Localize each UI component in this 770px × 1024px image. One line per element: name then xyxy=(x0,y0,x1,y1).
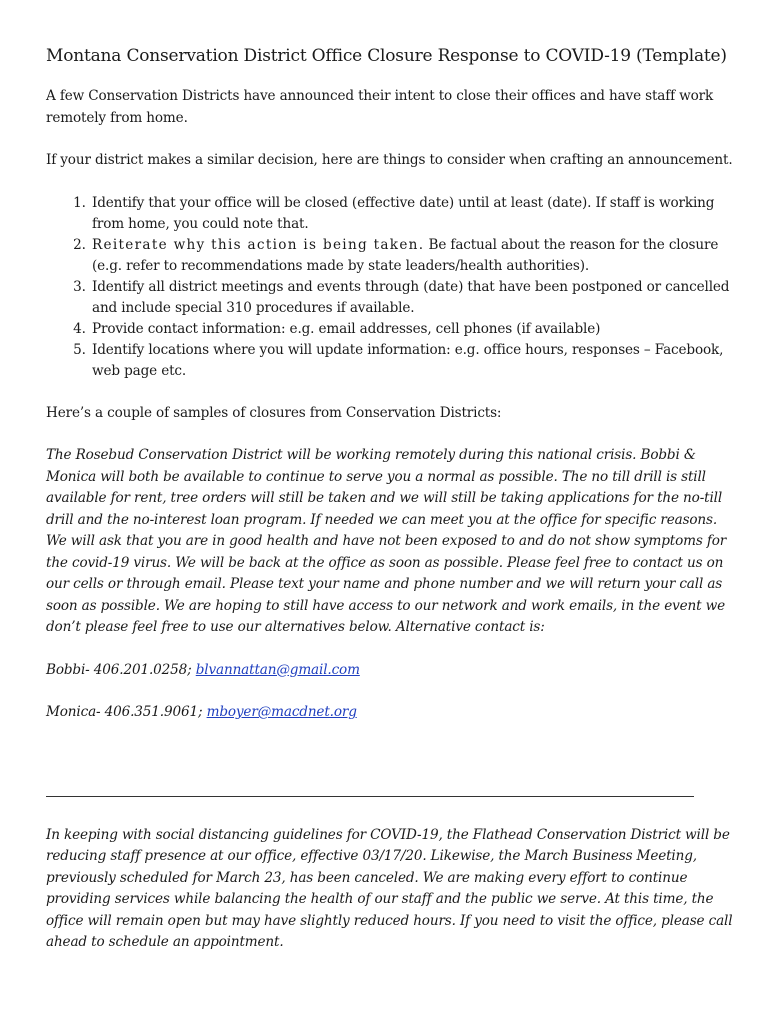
consider-paragraph: If your district makes a similar decision, here are things to consider when crafting an announcement. xyxy=(46,152,733,168)
list-item-text: Provide contact information: e.g. email addresses, cell phones (if available) xyxy=(92,320,601,337)
list-item-text: Identify all district meetings and events through (date) that have been postponed or cancelled and include special 310 procedures if available. xyxy=(92,278,730,316)
list-item-text: Be factual about the reason for the closure (e.g. refer to recommendations made by state leaders/health authorities). xyxy=(92,236,719,274)
list-item-text: Identify locations where you will update information: e.g. office hours, responses – Facebook, web page etc. xyxy=(92,341,724,379)
rosebud-sample: The Rosebud Conservation District will be working remotely during this national crisis. Bobbi & Monica will both be available to continue to serve you a normal as possible. The no till drill is still available for rent, tree orders will still be taken and we will still be taking applications for the no-till drill and the no-interest loan program. If needed we can meet you at the office for specific reasons. We will ask that you are in good health and have not been exposed to and do not show symptoms for the covid-19 virus. We will be back at the office as soon as possible. Please feel free to contact us on our cells or through email. Please text your name and phone number and we will return your call as soon as possible. We are hoping to still have access to our network and work emails, in the event we don’t please feel free to use our alternatives below. Alternative contact is: xyxy=(46,447,727,635)
document-title: Montana Conservation District Office Closure Response to COVID-19 (Template) xyxy=(46,46,727,66)
list-item-text: Identify that your office will be closed (effective date) until at least (date). If staff is working from home, you could note that. xyxy=(92,194,715,232)
list-item-lead: Reiterate why this action is being taken. xyxy=(92,236,425,253)
intro-paragraph: A few Conservation Districts have announced their intent to close their offices and have staff work remotely from home. xyxy=(46,88,714,126)
section-divider xyxy=(46,796,694,797)
contact-label: Monica- 406.351.9061; xyxy=(46,704,207,720)
list-item xyxy=(90,277,736,319)
list-item xyxy=(90,319,736,340)
document-page xyxy=(46,44,736,975)
list-item xyxy=(90,340,736,382)
contact-label: Bobbi- 406.201.0258; xyxy=(46,661,196,678)
flathead-sample: In keeping with social distancing guidelines for COVID-19, the Flathead Conservation District will be reducing staff presence at our office, effective 03/17/20. Likewise, the March Business Meeting, previously scheduled for March 23, has been canceled. We are making every effort to continue providing services while balancing the health of our staff and the public we serve. At this time, the office will remain open but may have slightly reduced hours. If you need to visit the office, please call ahead to schedule an appointment. xyxy=(46,826,733,950)
email-link-bobbi[interactable]: blvannattan@gmail.com xyxy=(195,661,360,678)
considerations-list xyxy=(46,193,736,382)
list-item xyxy=(90,193,736,235)
list-item xyxy=(90,235,736,277)
samples-heading: Here’s a couple of samples of closures from Conservation Districts: xyxy=(46,404,502,421)
contact-bobbi xyxy=(46,660,736,682)
contact-monica xyxy=(46,702,736,724)
email-link-monica[interactable]: mboyer@macdnet.org xyxy=(206,704,357,720)
